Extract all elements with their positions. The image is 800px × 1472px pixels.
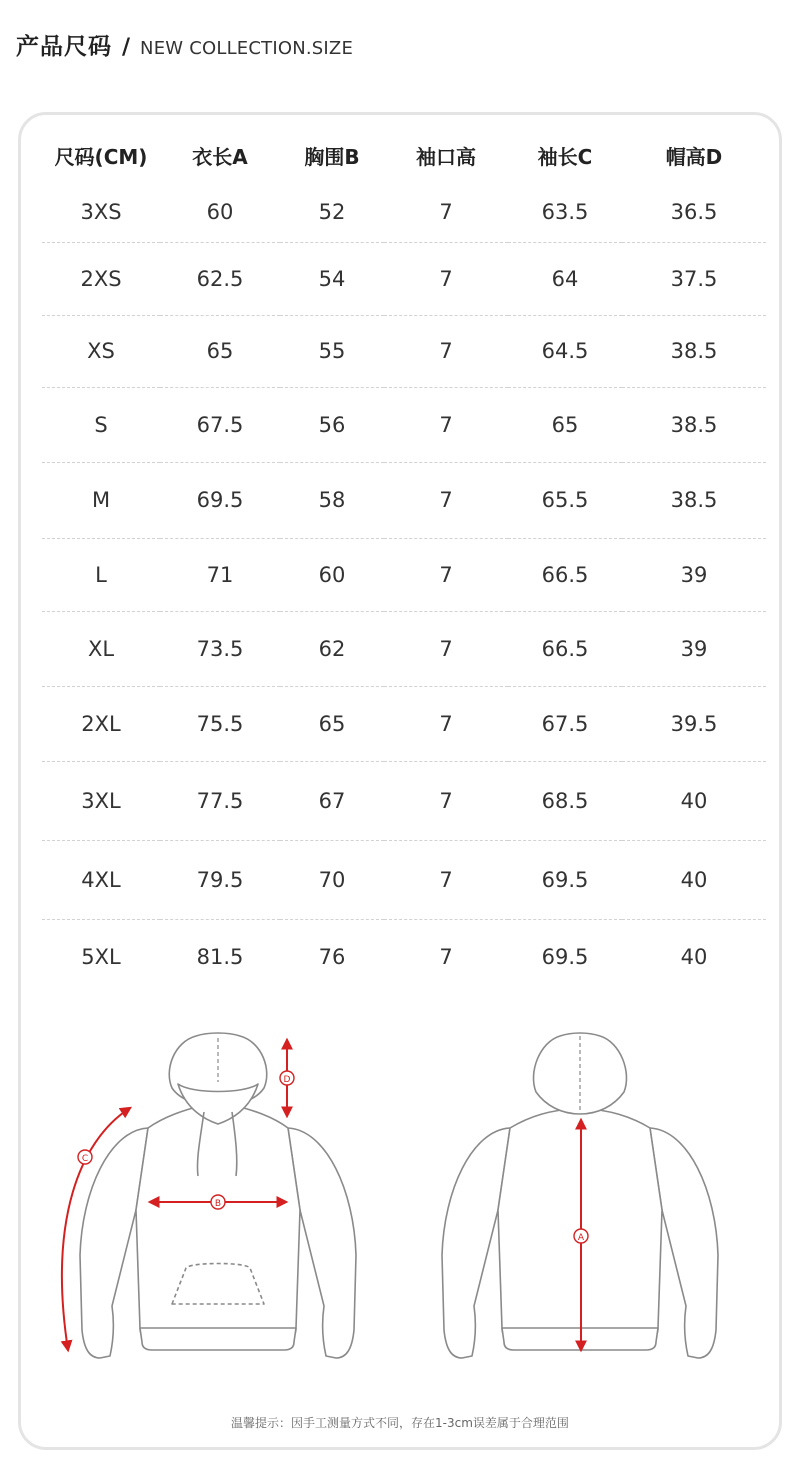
cell-hood: 40: [622, 840, 766, 919]
table-row: [42, 242, 766, 315]
cell-cuff: 7: [384, 462, 508, 538]
cell-hood: 38.5: [622, 462, 766, 538]
cell-cuff: 7: [384, 242, 508, 315]
table-row: [42, 686, 766, 761]
cell-cuff: 7: [384, 315, 508, 387]
cell-chest: 58: [280, 462, 384, 538]
cell-hood: 37.5: [622, 242, 766, 315]
cell-cuff: 7: [384, 182, 508, 242]
column-header-size: 尺码(CM): [54, 144, 148, 169]
cell-cuff: 7: [384, 611, 508, 686]
table-row: [42, 387, 766, 462]
cell-length: 62.5: [160, 242, 280, 315]
cell-hood: 39.5: [622, 686, 766, 761]
cell-size: L: [42, 538, 160, 611]
cell-cuff: 7: [384, 761, 508, 840]
cell-size: M: [42, 462, 160, 538]
cell-size: 5XL: [81, 945, 121, 970]
table-row: [42, 840, 766, 919]
cell-size: 2XS: [42, 242, 160, 315]
table-row: [42, 182, 766, 242]
table-header-row: [42, 128, 766, 182]
cell-chest: 65: [280, 686, 384, 761]
measure-d-hood-height: [280, 1040, 294, 1116]
cell-cuff: 7: [384, 686, 508, 761]
page-title: [16, 28, 353, 61]
measurement-note: 温馨提示：因手工测量方式不同，存在1-3cm误差属于合理范围: [231, 1416, 569, 1430]
cell-hood: 38.5: [622, 315, 766, 387]
cell-hood: 38.5: [622, 387, 766, 462]
label-d: D: [283, 1075, 291, 1085]
cell-sleeve: 68.5: [508, 761, 622, 840]
table-row: [42, 919, 766, 995]
label-c: C: [81, 1154, 89, 1164]
cell-length: 79.5: [160, 840, 280, 919]
cell-sleeve: 67.5: [508, 686, 622, 761]
cell-length: 75.5: [160, 686, 280, 761]
cell-sleeve: 69.5: [541, 945, 589, 970]
cell-chest: 52: [280, 182, 384, 242]
title-separator: /: [122, 35, 131, 60]
cell-sleeve: 64: [508, 242, 622, 315]
cell-length: 73.5: [160, 611, 280, 686]
front-hem: [140, 1328, 296, 1350]
table-row: [42, 761, 766, 840]
cell-hood: 39: [622, 611, 766, 686]
cell-size: 3XL: [42, 761, 160, 840]
title-english: NEW COLLECTION.SIZE: [140, 38, 354, 59]
cell-sleeve: 64.5: [508, 315, 622, 387]
table-row: [42, 611, 766, 686]
cell-chest: 70: [280, 840, 384, 919]
column-header-chest: 胸围B: [304, 144, 360, 169]
column-header-length: 衣长A: [192, 144, 248, 169]
column-header-sleeve: 袖长C: [537, 144, 593, 169]
cell-sleeve: 65: [508, 387, 622, 462]
cell-chest: 55: [280, 315, 384, 387]
cell-sleeve: 66.5: [508, 538, 622, 611]
cell-sleeve: 66.5: [508, 611, 622, 686]
cell-length: 60: [160, 182, 280, 242]
cell-hood: 40: [622, 761, 766, 840]
table-row: [42, 538, 766, 611]
cell-length: 77.5: [160, 761, 280, 840]
column-header-hood: 帽高D: [665, 144, 723, 169]
cell-size: XL: [42, 611, 160, 686]
cell-chest: 76: [318, 945, 346, 970]
cell-chest: 62: [280, 611, 384, 686]
cell-sleeve: 65.5: [508, 462, 622, 538]
cell-hood: 40: [680, 945, 708, 970]
table-row: [42, 462, 766, 538]
cell-size: 4XL: [42, 840, 160, 919]
cell-chest: 56: [280, 387, 384, 462]
cell-hood: 39: [622, 538, 766, 611]
cell-size: XS: [42, 315, 160, 387]
cell-cuff: 7: [439, 945, 453, 970]
title-chinese: 产品尺码: [16, 34, 112, 60]
kangaroo-pocket: [172, 1264, 264, 1305]
cell-size: S: [42, 387, 160, 462]
label-a: A: [577, 1233, 585, 1243]
cell-chest: 67: [280, 761, 384, 840]
cell-sleeve: 69.5: [508, 840, 622, 919]
cell-chest: 60: [280, 538, 384, 611]
cell-size: 3XS: [42, 182, 160, 242]
cell-length: 71: [160, 538, 280, 611]
cell-sleeve: 63.5: [508, 182, 622, 242]
cell-chest: 54: [280, 242, 384, 315]
cell-length: 67.5: [160, 387, 280, 462]
cell-length: 69.5: [160, 462, 280, 538]
table-row: [42, 315, 766, 387]
cell-cuff: 7: [384, 538, 508, 611]
hoodie-measurement-diagram: [0, 1020, 800, 1370]
column-header-cuff: 袖口高: [416, 144, 476, 169]
size-table: [42, 128, 766, 995]
label-b: B: [214, 1199, 222, 1209]
cell-cuff: 7: [384, 387, 508, 462]
cell-size: 2XL: [42, 686, 160, 761]
cell-cuff: 7: [384, 840, 508, 919]
cell-length: 65: [160, 315, 280, 387]
cell-hood: 36.5: [622, 182, 766, 242]
cell-length: 81.5: [196, 945, 244, 970]
